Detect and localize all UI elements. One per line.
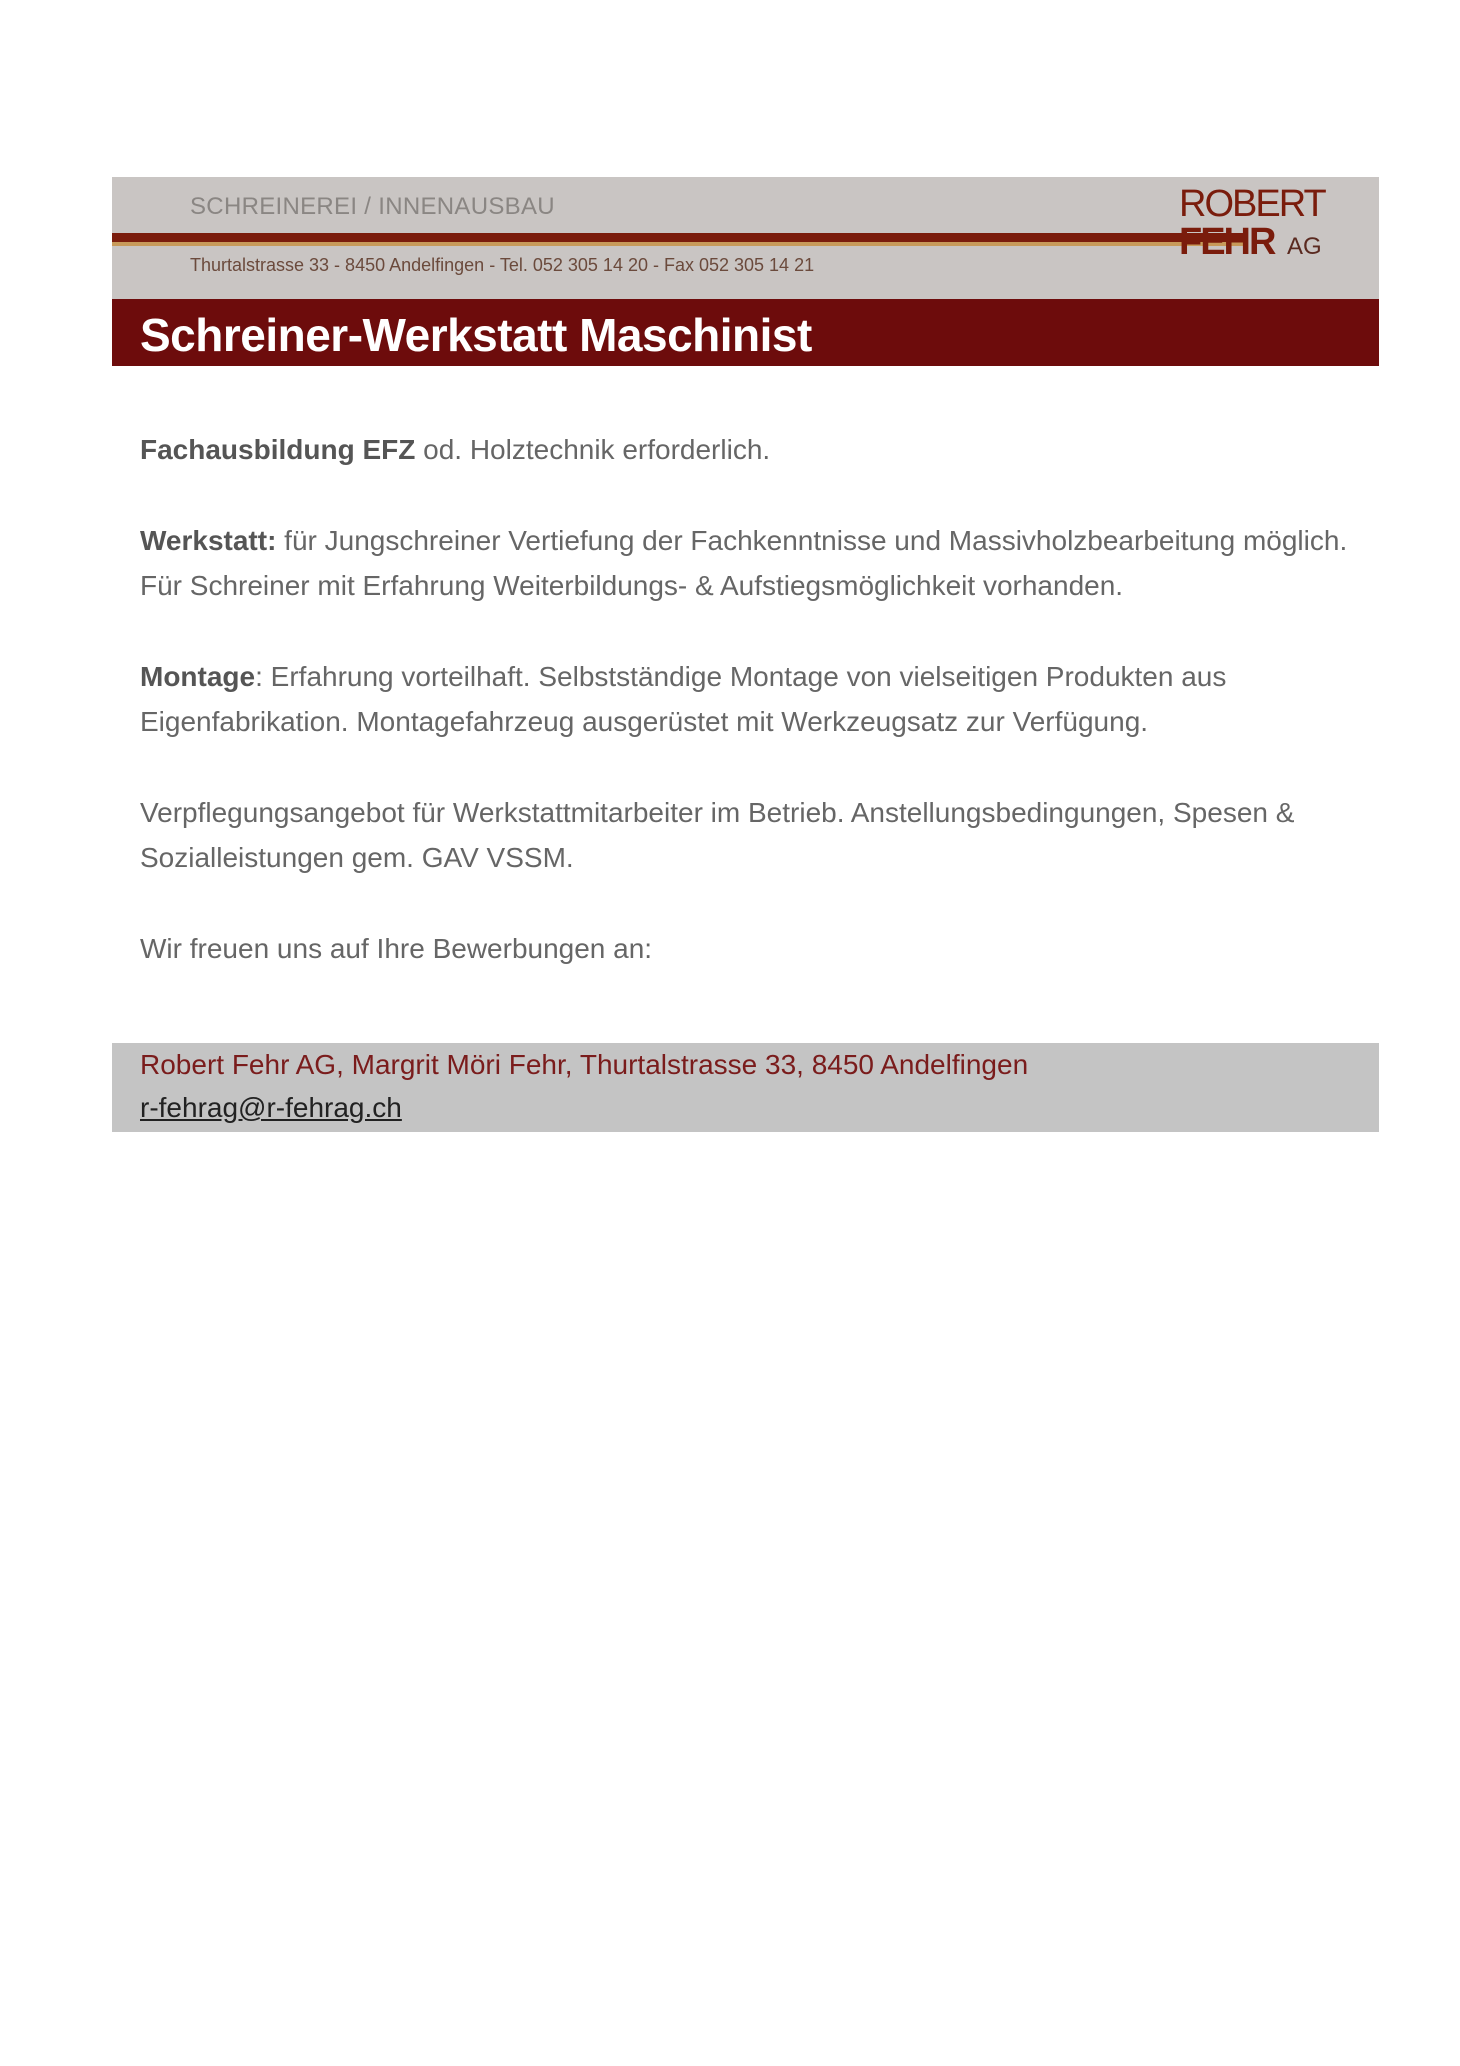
stripe-gold [112,242,1244,246]
title-band [112,299,1379,366]
contact-address: Robert Fehr AG, Margrit Möri Fehr, Thurtalstrasse 33, 8450 Andelfingen [140,1049,1029,1080]
paragraph-closing [140,926,1370,971]
paragraph-workshop [140,518,1370,608]
letterhead [112,177,1379,299]
company-tagline: SCHREINEREI / INNENAUSBAU [190,193,555,220]
paragraph-conditions-text: Verpflegungsangebot für Werkstattmitarbeiter im Betrieb. Anstellungsbedingungen, Spesen & Sozialleistungen gem. GAV VSSM. [140,797,1295,873]
letterhead-stripe [112,233,1244,246]
contact-band [112,1043,1379,1132]
company-logo [1179,185,1329,265]
logo-text-robert: ROBERT [1179,183,1325,225]
paragraph-workshop-text: für Jungschreiner Vertiefung der Fachkenntnisse und Massivholzbearbeitung möglich. Für Schreiner mit Erfahrung Weiterbildungs- & Aufstiegsmöglichkeit vorhanden. [140,525,1348,601]
page-title: Schreiner-Werkstatt Maschinist [140,309,812,361]
contact-email-link[interactable]: r-fehrag@r-fehrag.ch [140,1092,402,1123]
paragraph-closing-text: Wir freuen uns auf Ihre Bewerbungen an: [140,933,653,964]
paragraph-qualification-bold: Fachausbildung EFZ [140,434,416,465]
paragraph-workshop-bold: Werkstatt: [140,525,277,556]
paragraph-assembly-bold: Montage [140,661,256,692]
logo-text-ag: AG [1287,233,1322,260]
paragraph-assembly [140,654,1370,744]
company-address-line: Thurtalstrasse 33 - 8450 Andelfingen - Tel. 052 305 14 20 - Fax 052 305 14 21 [190,255,815,275]
paragraph-assembly-text: : Erfahrung vorteilhaft. Selbstständige Montage von vielseitigen Produkten aus Eigenfabrikation. Montagefahrzeug ausgerüstet mit Werkzeugsatz zur Verfügung. [140,661,1227,737]
logo-text-fehr: FEHR [1179,221,1275,263]
stripe-dark [112,233,1244,242]
paragraph-qualification-text: od. Holztechnik erforderlich. [415,434,771,465]
paragraph-qualification [140,427,1370,472]
paragraph-conditions [140,790,1370,880]
